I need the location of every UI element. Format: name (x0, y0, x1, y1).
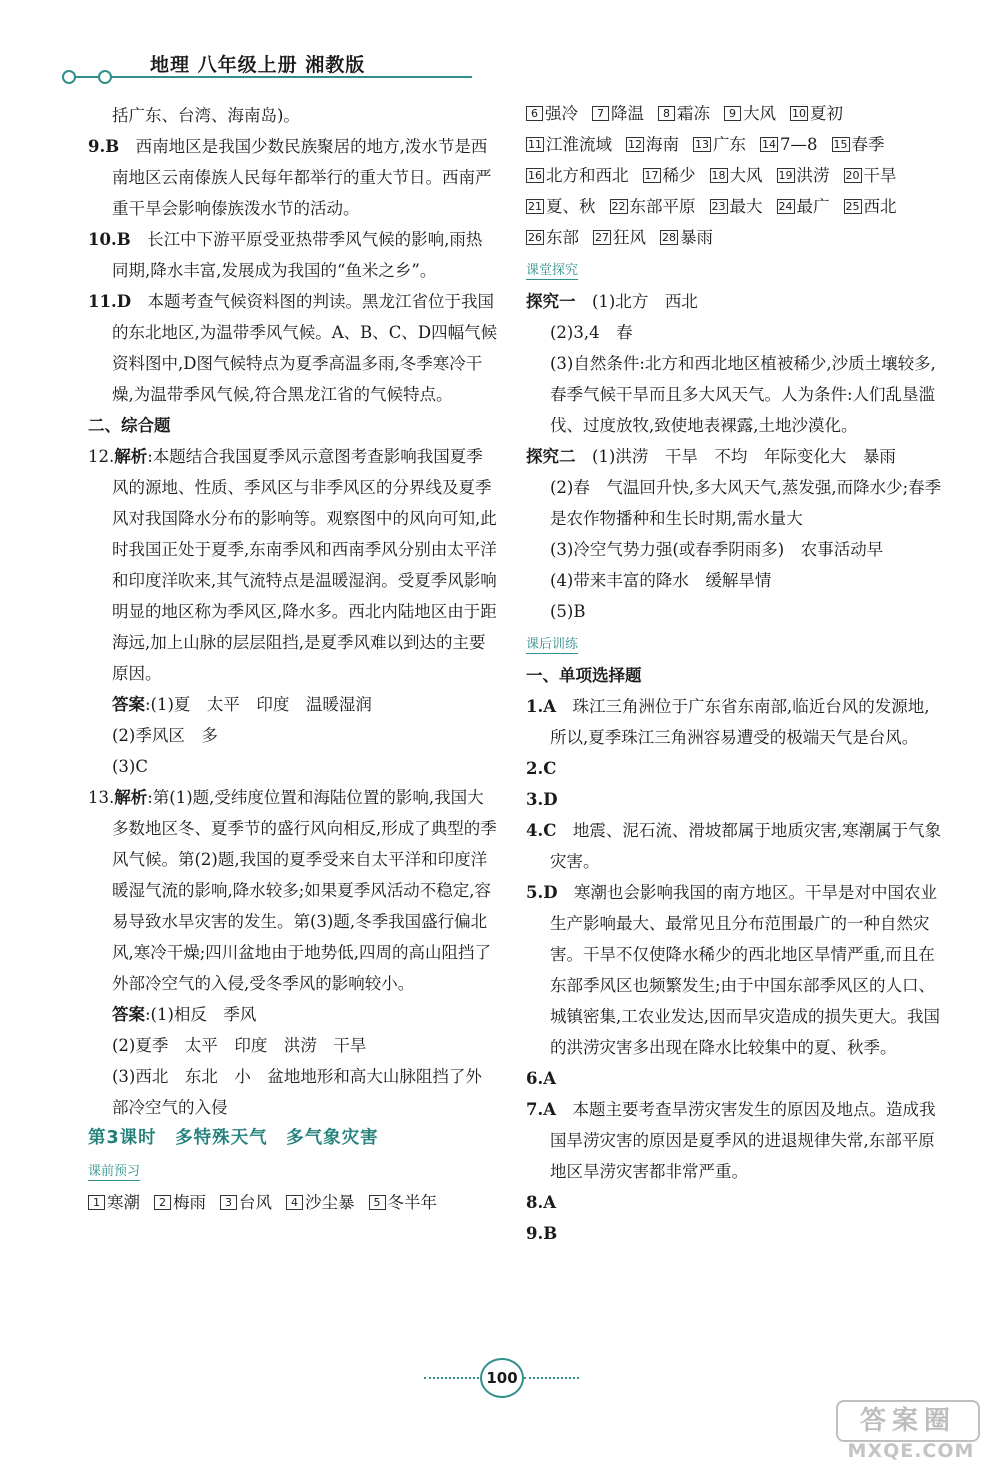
fill-answer-item (526, 160, 629, 191)
answer-explanation: 西南地区是我国少数民族聚居的地方,泼水节是西南地区云南傣族人民每年都举行的重大节日。西南严重干旱会影响傣族泼水节的活动。 (112, 137, 492, 218)
answer-item-5 (526, 877, 946, 1063)
answer-item-9 (88, 131, 498, 224)
fill-answer-item (844, 191, 897, 222)
boxed-number: 6 (526, 106, 543, 121)
boxed-number: 17 (644, 169, 659, 182)
answer-item-11 (88, 286, 498, 410)
analysis-label: 解析 (114, 447, 148, 466)
answer-key: 5.D (526, 883, 558, 902)
watermark-logo (836, 1400, 986, 1464)
fill-answer-text: 7—8 (780, 135, 818, 154)
footer-dots (424, 1377, 479, 1379)
fill-answer-item (658, 98, 710, 129)
section-heading: 一、单项选择题 (526, 666, 642, 685)
analysis-text: :本题结合我国夏季风示意图考查影响我国夏季风的源地、性质、季风区与非季风区的分界线及夏季风对我国降水分布的影响等。观察图中的风向可知,此时我国正处于夏季,东南季风和西南季风分别由太平洋和印度洋吹来,其气流特点是温暖湿润。受夏季风影响明显的地区称为季风区,降水多。西北内陆地区由于距海远,加上山脉的层层阻挡,是夏季风难以到达的主要原因。 (112, 447, 497, 683)
fill-answer-item (526, 98, 578, 129)
explore-answer: (2)3,4 春 (550, 323, 633, 342)
boxed-number: 25 (845, 200, 860, 213)
answer-key: 11.D (88, 292, 132, 311)
fill-answer-text: 梅雨 (173, 1193, 206, 1212)
fill-answer-text: 北方和西北 (546, 166, 629, 185)
page-header (62, 42, 482, 84)
fill-answer-text: 西北 (863, 197, 897, 216)
answer-item-4 (526, 815, 946, 877)
fill-answer-item (844, 160, 897, 191)
fill-answer-item (760, 129, 818, 160)
answer-text: :(1)夏 太平 印度 温暖湿润 (145, 695, 372, 714)
fill-answer-text: 霜冻 (677, 104, 710, 123)
answer-line (88, 689, 498, 720)
boxed-number: 7 (592, 106, 609, 121)
answer-item-9: 9.B (526, 1224, 558, 1243)
fill-answer-text: 干旱 (863, 166, 897, 185)
explore-2-line (526, 441, 946, 472)
fill-answer-item (790, 98, 843, 129)
preview-tag: 课前预习 (88, 1164, 141, 1179)
answer-line: (2)季风区 多 (112, 726, 218, 745)
fill-answer-item (660, 222, 713, 253)
fill-answer-text: 最大 (729, 197, 763, 216)
boxed-number: 22 (611, 200, 626, 213)
explore-answer: (2)春 气温回升快,多大风天气,蒸发强,而降水少;春季是农作物播种和生长时期,需水量大 (550, 478, 942, 528)
answer-item-2: 2.C (526, 759, 557, 778)
fill-answer-item (526, 222, 579, 253)
answer-item-1 (526, 691, 946, 753)
answer-explanation: 寒潮也会影响我国的南方地区。干旱是对中国农业生产影响最大、最常见且分布范围最广的一种自然灾害。干旱不仅使降水稀少的西北地区旱情严重,而且在东部季风区也频繁发生;由于中国东部季风区的人口、城镇密集,工农业发达,因而旱灾造成的损失更大。我国的洪涝灾害多出现在降水比较集中的夏、秋季。 (550, 883, 940, 1057)
explore-answer: (1)北方 西北 (575, 292, 698, 311)
fill-answer-text: 东部 (546, 228, 579, 247)
page-number: 100 (480, 1358, 524, 1398)
fill-answer-text: 春季 (851, 135, 885, 154)
fill-blank-answers (88, 1187, 498, 1218)
boxed-number: 26 (528, 231, 542, 244)
fill-answer-text: 最广 (796, 197, 830, 216)
page-footer (424, 1356, 604, 1400)
fill-answer-item (610, 191, 696, 222)
fill-answer-item (710, 160, 763, 191)
right-column (526, 98, 946, 1249)
boxed-number: 27 (595, 231, 609, 244)
answer-explanation: 地震、泥石流、滑坡都属于地质灾害,寒潮属于气象灾害。 (550, 821, 942, 871)
answer-item-3: 3.D (526, 790, 558, 809)
answer-key: 10.B (88, 230, 131, 249)
fill-answer-item (626, 129, 679, 160)
boxed-number: 16 (528, 169, 542, 182)
boxed-number: 21 (528, 200, 542, 213)
fill-answer-text: 稀少 (662, 166, 696, 185)
fill-answer-text: 狂风 (613, 228, 646, 247)
fill-answer-text: 广东 (713, 135, 746, 154)
footer-dots (524, 1377, 579, 1379)
fill-answer-item (526, 191, 596, 222)
answer-key: 1.A (526, 697, 557, 716)
section-heading: 二、综合题 (88, 416, 171, 435)
answer-label: 答案 (112, 695, 145, 714)
answer-number: 12. (88, 447, 115, 466)
answer-line (88, 999, 498, 1030)
watermark-text: 答案圈 (836, 1400, 980, 1442)
fill-answer-text: 东部平原 (629, 197, 696, 216)
analysis-text: :第(1)题,受纬度位置和海陆位置的影响,我国大多数地区冬、夏季节的盛行风向相反,形成了典型的季风气候。第(2)题,我国的夏季受来自太平洋和印度洋暖湿气流的影响,降水较多;如果夏季风活动不稳定,容易导致水旱灾害的发生。第(3)题,冬季我国盛行偏北风,寒冷干燥;四川盆地由于地势低,四周的高山阻挡了外部冷空气的入侵,受冬季风的影响较小。 (112, 788, 497, 993)
fill-answer-text: 大风 (743, 104, 776, 123)
boxed-number: 20 (845, 169, 860, 182)
answer-key: 7.A (526, 1100, 557, 1119)
fill-answer-item (593, 222, 646, 253)
fill-answer-item (693, 129, 746, 160)
answer-item-13 (88, 782, 498, 999)
fill-answer-item (154, 1187, 206, 1218)
explore-answer: (5)B (550, 602, 586, 621)
watermark-url: MXQE.COM (847, 1440, 975, 1462)
boxed-number: 3 (220, 1195, 237, 1210)
boxed-number: 8 (658, 106, 675, 121)
fill-answer-text: 夏、秋 (546, 197, 596, 216)
fill-answer-item (88, 1187, 140, 1218)
book-title: 地理 八年级上册 湘教版 (150, 54, 366, 76)
answer-item-6: 6.A (526, 1069, 557, 1088)
boxed-number: 24 (778, 200, 793, 213)
boxed-number: 10 (792, 107, 806, 120)
fill-answer-text: 强冷 (545, 104, 578, 123)
answer-text: :(1)相反 季风 (145, 1005, 257, 1024)
fill-answer-item (286, 1187, 355, 1218)
boxed-number: 13 (695, 138, 709, 151)
after-class-tag: 课后训练 (526, 637, 579, 652)
answer-key: 9.B (88, 137, 120, 156)
boxed-number: 1 (88, 1195, 105, 1210)
fill-answer-text: 海南 (646, 135, 679, 154)
class-explore-tag: 课堂探究 (526, 263, 579, 278)
boxed-number: 11 (528, 138, 542, 151)
fill-answer-item (369, 1187, 438, 1218)
fill-answer-text: 台风 (239, 1193, 272, 1212)
boxed-number: 19 (778, 169, 793, 182)
boxed-number: 4 (286, 1195, 303, 1210)
boxed-number: 14 (762, 138, 776, 151)
explore-answer: (3)自然条件:北方和西北地区植被稀少,沙质土壤较多,春季气候干旱而且多大风天气。人为条件:人们乱垦滥伐、过度放牧,致使地表裸露,土地沙漠化。 (550, 354, 936, 435)
answer-item-8: 8.A (526, 1193, 557, 1212)
answer-item-7 (526, 1094, 946, 1187)
fill-answer-text: 洪涝 (796, 166, 830, 185)
lesson-title: 第3课时 多特殊天气 多气象灾害 (88, 1128, 379, 1148)
explore-label: 探究二 (526, 447, 576, 466)
fill-answer-item (592, 98, 644, 129)
answer-continuation: 括广东、台湾、海南岛)。 (112, 106, 300, 125)
fill-answer-text: 寒潮 (107, 1193, 140, 1212)
boxed-number: 15 (833, 138, 848, 151)
fill-blank-answers (526, 98, 946, 253)
header-ornament-dot (62, 70, 76, 84)
fill-answer-text: 夏初 (810, 104, 843, 123)
fill-answer-text: 沙尘暴 (305, 1193, 355, 1212)
fill-answer-item (643, 160, 696, 191)
answer-explanation: 本题考查气候资料图的判读。黑龙江省位于我国的东北地区,为温带季风气候。A、B、C、D四幅气候资料图中,D图气候特点为夏季高温多雨,冬季寒冷干燥,为温带季风气候,符合黑龙江省的气候特点。 (112, 292, 498, 404)
fill-answer-item (220, 1187, 272, 1218)
fill-answer-item (777, 160, 830, 191)
fill-answer-item (724, 98, 776, 129)
fill-answer-text: 降温 (611, 104, 644, 123)
analysis-label: 解析 (114, 788, 148, 807)
left-column (88, 100, 498, 1218)
boxed-number: 28 (662, 231, 676, 244)
fill-answer-text: 暴雨 (680, 228, 713, 247)
answer-explanation: 珠江三角洲位于广东省东南部,临近台风的发源地,所以,夏季珠江三角洲容易遭受的极端天气是台风。 (550, 697, 930, 747)
fill-answer-text: 大风 (729, 166, 763, 185)
fill-answer-text: 江淮流域 (546, 135, 612, 154)
fill-answer-item (777, 191, 830, 222)
boxed-number: 5 (369, 1195, 386, 1210)
boxed-number: 23 (711, 200, 726, 213)
boxed-number: 2 (154, 1195, 171, 1210)
fill-answer-item (710, 191, 763, 222)
explore-answer: (3)冷空气势力强(或春季阴雨多) 农事活动早 (550, 540, 884, 559)
answer-label: 答案 (112, 1005, 145, 1024)
answer-explanation: 长江中下游平原受亚热带季风气候的影响,雨热同期,降水丰富,发展成为我国的“鱼米之乡”。 (112, 230, 483, 280)
explore-1-line (526, 286, 946, 317)
explore-answer: (1)洪涝 干旱 不均 年际变化大 暴雨 (575, 447, 896, 466)
header-ornament-dot (98, 70, 112, 84)
fill-answer-item (832, 129, 885, 160)
explore-label: 探究一 (526, 292, 576, 311)
answer-line: (2)夏季 太平 印度 洪涝 干旱 (112, 1036, 367, 1055)
answer-key: 4.C (526, 821, 557, 840)
answer-item-10 (88, 224, 498, 286)
answer-item-12 (88, 441, 498, 689)
answer-line: (3)C (112, 757, 148, 776)
explore-answer: (4)带来丰富的降水 缓解旱情 (550, 571, 772, 590)
answer-explanation: 本题主要考查旱涝灾害发生的原因及地点。造成我国旱涝灾害的原因是夏季风的进退规律失常,东部平原地区旱涝灾害都非常严重。 (550, 1100, 936, 1181)
boxed-number: 12 (628, 138, 642, 151)
fill-answer-text: 冬半年 (387, 1193, 437, 1212)
answer-line: (3)西北 东北 小 盆地地形和高大山脉阻挡了外部冷空气的入侵 (112, 1067, 482, 1117)
answer-number: 13. (88, 788, 115, 807)
fill-answer-item (526, 129, 612, 160)
boxed-number: 9 (724, 106, 741, 121)
boxed-number: 18 (711, 169, 726, 182)
